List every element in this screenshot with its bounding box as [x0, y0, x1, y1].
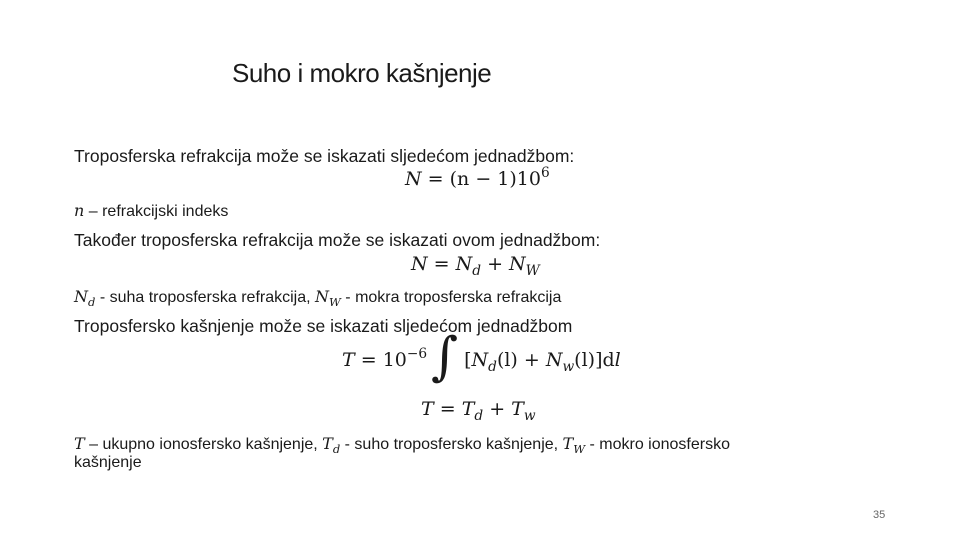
text-troposfersko-kasnjenje: Troposfersko kašnjenje može se iskazati sljedećom jednadžbom: [74, 316, 573, 336]
text-troposferska-refrakcija: Troposferska refrakcija može se iskazati sljedećom jednadžbom:: [74, 146, 575, 166]
text-takodjer: Također troposferska refrakcija može se iskazati ovom jednadžbom:: [74, 230, 601, 250]
text-t-definition: T – ukupno ionosfersko kašnjenje, $T_d$ - suho troposfersko kašnjenje, $T_W$ - mokro ionosfersko: [74, 434, 730, 457]
page-number: 35: [873, 509, 886, 521]
equation-refractivity: $N = (n - 1)10^6$: [405, 164, 550, 190]
text-n-definition: n – refrakcijski indeks: [74, 201, 229, 220]
slide-title: Suho i mokro kašnjenje: [232, 58, 492, 88]
text-t-definition-cont: kašnjenje: [74, 454, 142, 471]
equation-delay-integral: $T = 10^{-6}\int$ $[N_d(l) + N_w(l)]dl$: [342, 327, 621, 387]
equation-total-delay: $T = T_d + T_w$: [421, 398, 536, 424]
equation-n-sum: $N = N_d + N_W$: [411, 253, 540, 279]
integral-symbol: ∫: [431, 327, 459, 387]
text-nd-nw-definition: $N_d$ - suha troposferska refrakcija, $N_W$ - mokra troposferska refrakcija: [74, 287, 562, 310]
